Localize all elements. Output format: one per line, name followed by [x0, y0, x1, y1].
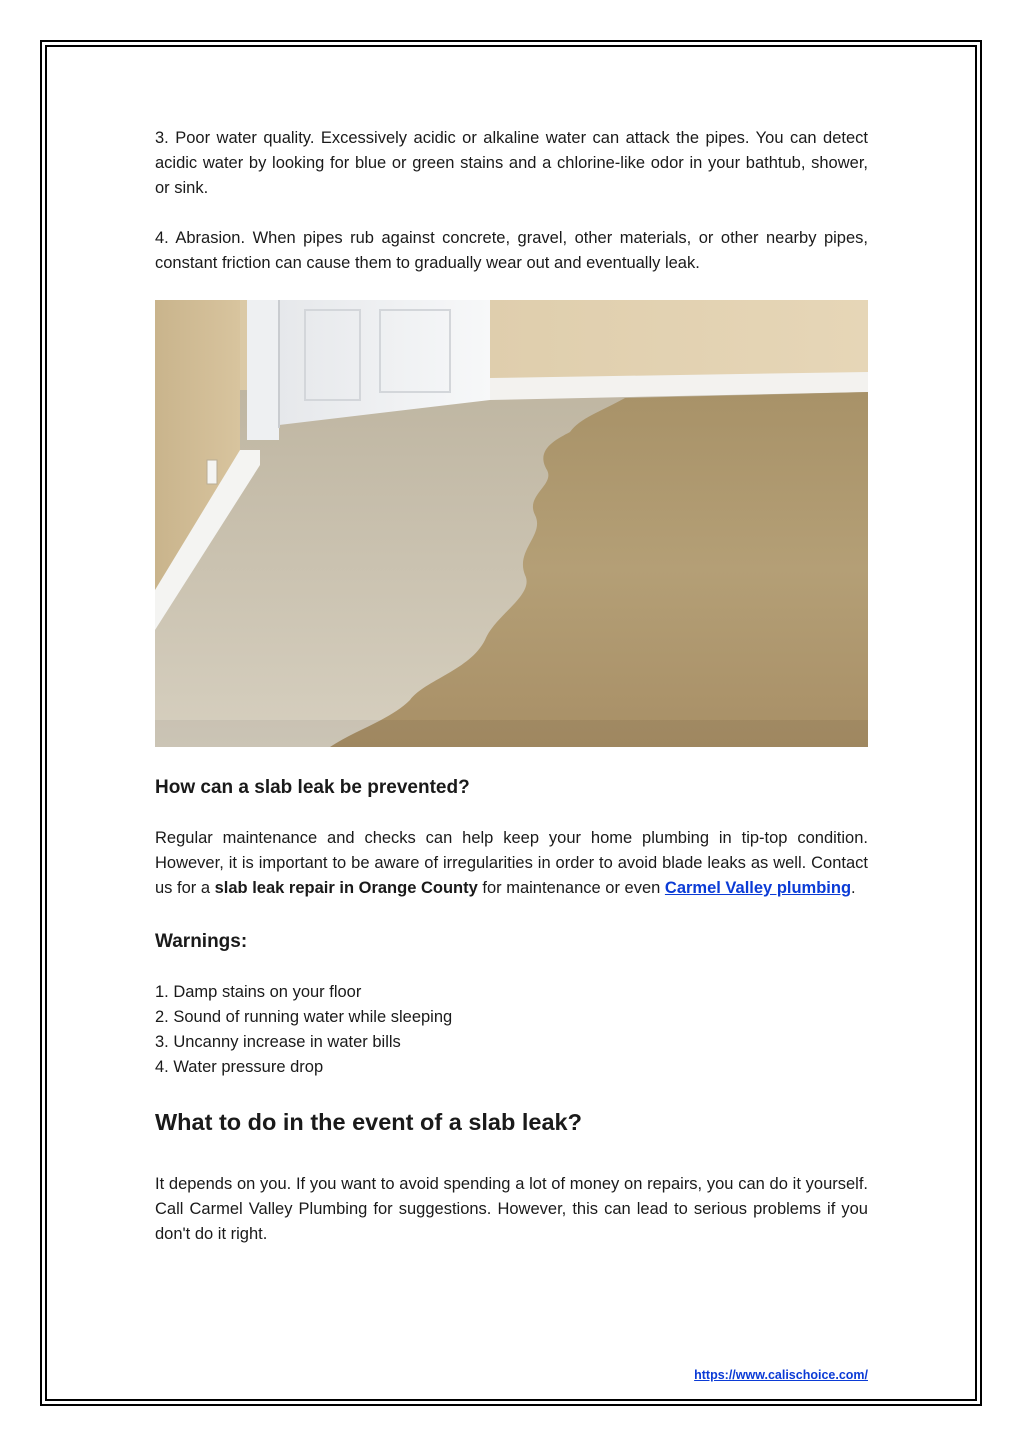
- list-item: 2. Sound of running water while sleeping: [155, 1008, 453, 1026]
- wet-carpet-photo: [155, 300, 868, 747]
- footer-website-link[interactable]: https://www.calischoice.com/: [694, 1368, 868, 1382]
- paragraph-poor-water-quality: 3. Poor water quality. Excessively acidic or alkaline water can attack the pipes. You can detect acidic water by looking for blue or green stains and a chlorine-like odor in your bathtub, shower, or sink.: [155, 129, 868, 197]
- list-item: 3. Uncanny increase in water bills: [155, 1033, 401, 1051]
- list-item: 1. Damp stains on your floor: [155, 983, 362, 1001]
- prevention-text-start: Regular maintenance and checks can help keep your home plumbing in tip-top condition. However, it is important to be aware of irregularities in order to avoid blade leaks as well. Contact us for a: [155, 829, 868, 897]
- paragraph-prevention: [155, 826, 868, 901]
- heading-warnings: Warnings:: [155, 931, 248, 952]
- list-item: 4. Water pressure drop: [155, 1058, 324, 1076]
- prevention-bold-keyword: slab leak repair in Orange County: [214, 879, 478, 897]
- prevention-text-middle: for maintenance or even: [477, 879, 665, 897]
- paragraph-abrasion: 4. Abrasion. When pipes rub against concrete, gravel, other materials, or other nearby pipes, constant friction can cause them to gradually wear out and eventually leak.: [155, 229, 868, 272]
- warnings-list: [155, 980, 868, 1080]
- page-content: [155, 126, 868, 1247]
- heading-event: What to do in the event of a slab leak?: [155, 1109, 582, 1135]
- carmel-valley-plumbing-link[interactable]: Carmel Valley plumbing: [664, 879, 852, 897]
- prevention-text-end: .: [851, 879, 856, 897]
- heading-prevention: How can a slab leak be prevented?: [155, 777, 470, 798]
- paragraph-event: It depends on you. If you want to avoid spending a lot of money on repairs, you can do it yourself. Call Carmel Valley Plumbing for suggestions. However, this can lead to serious problems if you don't do it right.: [155, 1175, 868, 1243]
